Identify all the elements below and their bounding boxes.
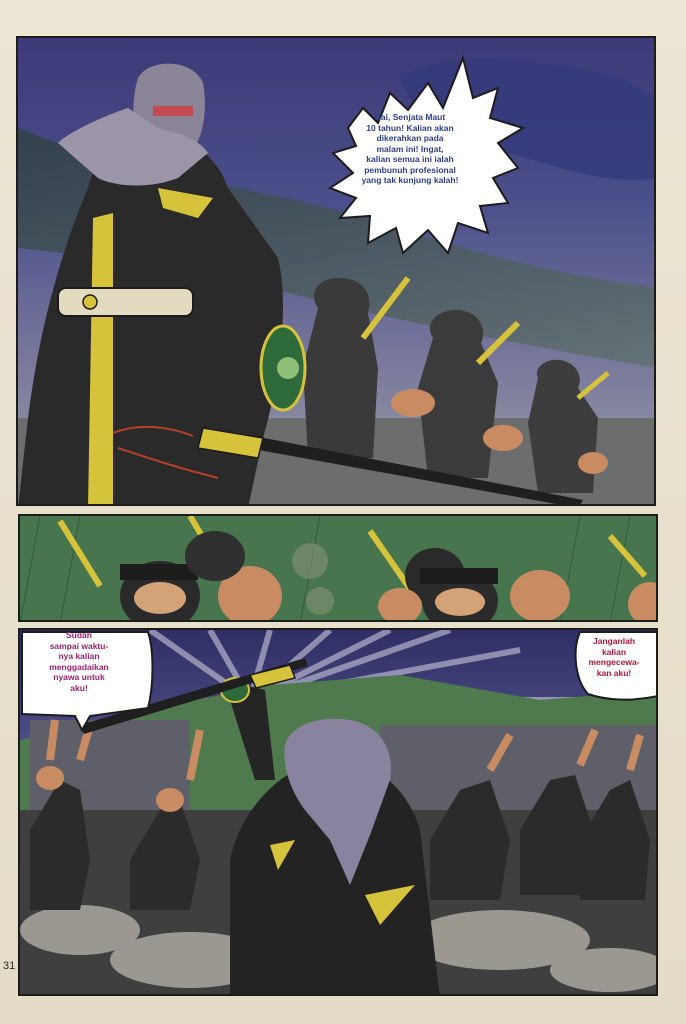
speech-3-text: Janganlah kalian mengecewa- kan aku!: [588, 636, 640, 678]
comic-panel-2: [18, 514, 658, 622]
speech-1-text: Hai, Senjata Maut 10 tahun! Kalian akan dikerahkan pada malam ini! Ingat, kalian semua ini ialah pembunuh profesional yang tak kunjung kalah!: [361, 112, 459, 185]
panel-1-artwork: [18, 38, 656, 506]
speech-2-text: Sudah sampai waktu- nya kalian menggadaikan nyawa untuk aku!: [49, 630, 109, 693]
comic-panel-1: [16, 36, 656, 506]
panel-2-artwork: [20, 516, 658, 622]
page-number: 31: [3, 960, 16, 972]
